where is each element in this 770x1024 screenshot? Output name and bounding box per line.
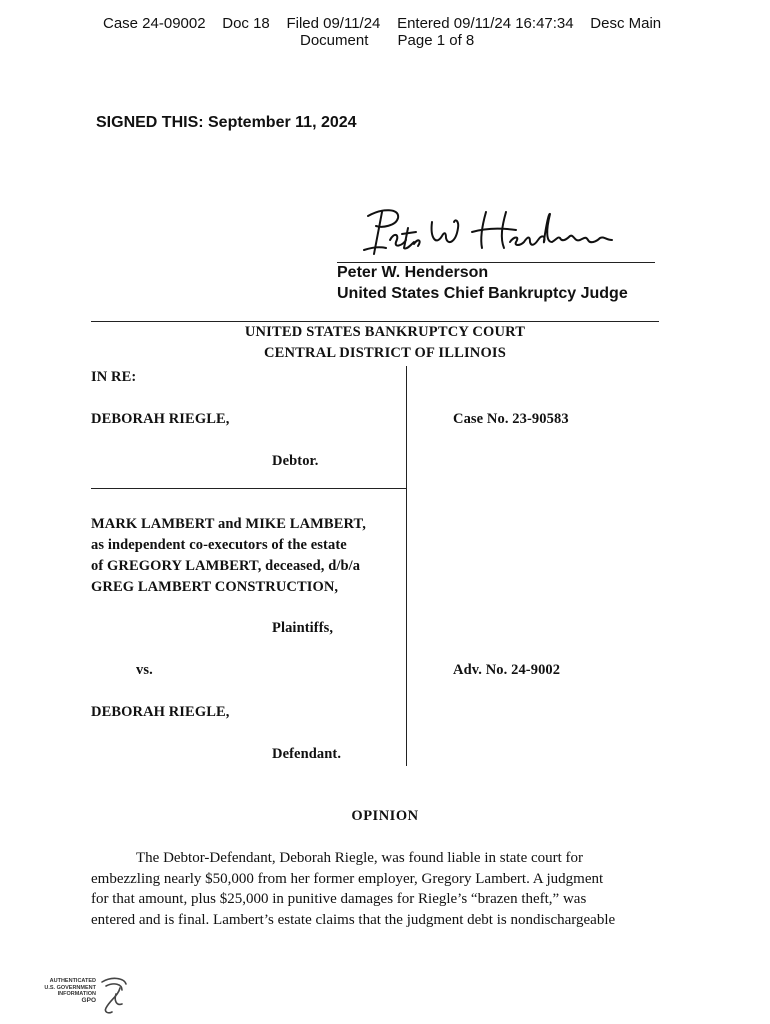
defendant-label: Defendant.	[272, 746, 342, 762]
opinion-line: The Debtor-Defendant, Deborah Riegle, was found liable in state court for	[136, 850, 584, 866]
divider-rule	[91, 321, 659, 322]
gpo-authentication-seal	[40, 974, 130, 1016]
case-number: Case No. 23-90583	[453, 411, 569, 427]
plaintiffs-line: of GREGORY LAMBERT, deceased, d/b/a	[91, 558, 361, 574]
seal-text-line: U.S. GOVERNMENT	[44, 984, 96, 991]
court-district: CENTRAL DISTRICT OF ILLINOIS	[263, 345, 507, 361]
debtor-name: DEBORAH RIEGLE,	[91, 411, 230, 427]
seal-text-line: INFORMATION	[57, 991, 96, 997]
opinion-title: OPINION	[351, 808, 419, 824]
judge-title: United States Chief Bankruptcy Judge	[337, 285, 628, 302]
signature-line	[337, 262, 655, 263]
defendant-name: DEBORAH RIEGLE,	[91, 704, 230, 720]
caption-vertical-rule	[406, 366, 407, 766]
opinion-body	[91, 848, 659, 930]
filing-header-line1: Case 24-09002 Doc 18 Filed 09/11/24 Entered 09/11/24 16:47:34 Desc Main	[103, 15, 662, 32]
opinion-line: for that amount, plus $25,000 in punitive damages for Riegle’s “brazen theft,” was	[91, 891, 587, 907]
versus-label: vs.	[136, 662, 153, 678]
caption-horizontal-rule	[91, 488, 407, 489]
court-name: UNITED STATES BANKRUPTCY COURT	[244, 324, 526, 340]
plaintiffs-line: MARK LAMBERT and MIKE LAMBERT,	[91, 516, 366, 532]
seal-text-line: GPO	[81, 996, 96, 1004]
plaintiffs-line: GREG LAMBERT CONSTRUCTION,	[91, 579, 339, 595]
debtor-label: Debtor.	[272, 453, 319, 469]
opinion-line: embezzling nearly $50,000 from her former employer, Gregory Lambert. A judgment	[91, 870, 604, 887]
plaintiffs-label: Plaintiffs,	[272, 620, 334, 636]
eagle-icon	[96, 974, 130, 1016]
in-re-label: IN RE:	[91, 369, 137, 385]
filing-header-line2: Document Page 1 of 8	[300, 32, 475, 49]
judge-name: Peter W. Henderson	[337, 264, 489, 281]
plaintiffs-block	[91, 514, 366, 598]
adversary-number: Adv. No. 24-9002	[453, 662, 561, 678]
signed-date: SIGNED THIS: September 11, 2024	[96, 114, 357, 131]
plaintiffs-line: as independent co-executors of the estate	[91, 537, 347, 553]
seal-text-line: AUTHENTICATED	[49, 978, 96, 984]
judge-signature	[360, 202, 620, 260]
opinion-line: entered and is final. Lambert’s estate claims that the judgment debt is nondischargeable	[91, 911, 616, 928]
